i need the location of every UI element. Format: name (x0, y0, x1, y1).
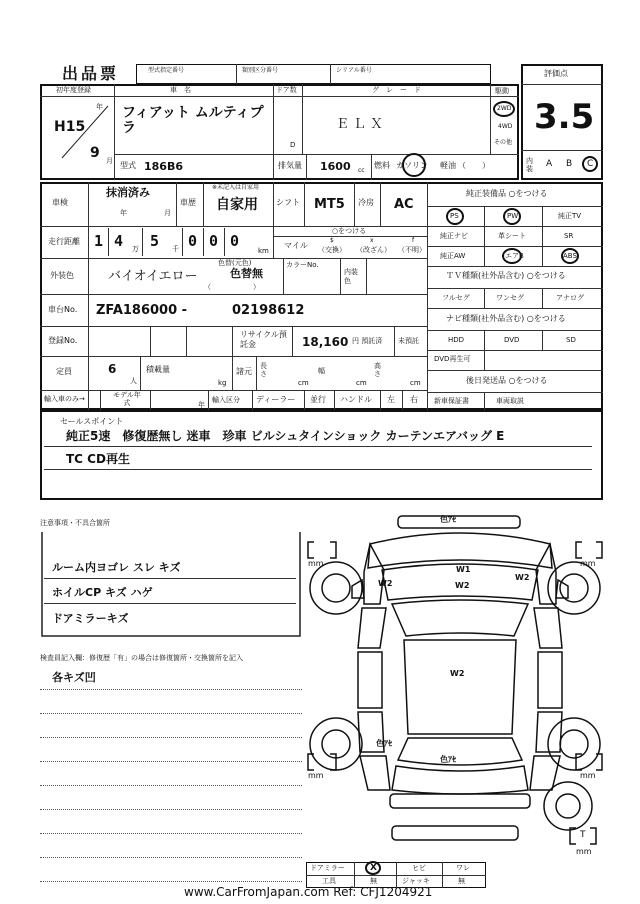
length-unit: cm (298, 379, 309, 387)
mileage-digit-5: 0 (209, 232, 219, 250)
handle-left: 左 (387, 395, 395, 404)
recycle-unit: 円 預託済 (352, 337, 383, 345)
mileage-digit-1: 1 (94, 232, 104, 250)
fuel-gasoline-circle (402, 153, 426, 177)
interior-a: A (546, 159, 553, 169)
import-dealer: ディーラー (256, 395, 296, 404)
import-parallel: 並行 (310, 395, 326, 404)
chassis-value: ZFA186000 - (96, 303, 188, 318)
equip-ps: PS (450, 212, 459, 220)
equip-airbag: エアB (505, 252, 524, 260)
doors-label: ドア数 (276, 86, 297, 94)
diagram-mark-w1: W1 (456, 565, 471, 574)
tools-label: 工具 (322, 877, 336, 885)
handle-right: 右 (410, 395, 418, 404)
rating-value: 3.5 (534, 97, 595, 137)
category-label: 類別区分番号 (242, 67, 279, 74)
sales-point-line-2: TC CD再生 (66, 452, 130, 466)
nav-hdd: HDD (448, 336, 465, 344)
diagram-mark-rear-left: 色ｱｾ (376, 739, 392, 748)
color-no-label: カラーNo. (286, 261, 319, 269)
inspector-text: 各キズ凹 (52, 671, 96, 684)
equip-aw: 純正AW (440, 252, 466, 260)
interior-c: C (587, 159, 594, 169)
ac-label: 冷房 (358, 198, 374, 207)
equip-ps-circle (446, 208, 464, 225)
recycle-amount: 18,160 (302, 335, 349, 349)
nav-dvd: DVD (504, 336, 520, 344)
inspection-year: 年 (120, 209, 127, 217)
drive-label: 駆動 (495, 87, 509, 95)
drive-4wd: 4WD (498, 123, 513, 130)
tools-value: 無 (370, 877, 377, 885)
color-label: 外装色 (50, 271, 74, 280)
drive-2wd: 2WD (497, 105, 512, 112)
first-reg-month: 9 (90, 145, 100, 161)
mileage-sym-1: $ (330, 237, 334, 244)
equip-tv: 純正TV (558, 212, 582, 220)
fuel-other: （ ） (458, 161, 490, 170)
height-label: 高さ (374, 362, 381, 378)
cc-unit: cc (358, 167, 365, 174)
crack-ware: ワレ (456, 864, 470, 872)
recycle-not: 未預託 (398, 337, 419, 345)
drive-other: その他 (494, 139, 513, 146)
dim-label: 諸元 (236, 367, 252, 376)
orig-color-label: 色替(元色) (218, 259, 252, 267)
nav-sd: SD (566, 336, 576, 344)
diagram-mark-front: 色ｱｾ (440, 515, 456, 524)
inspection-month: 月 (164, 209, 171, 217)
mileage-digit-4: 0 (188, 232, 198, 250)
equip-abs-circle (561, 248, 579, 264)
chassis-label: 車台No. (48, 305, 78, 314)
capacity-value: 6 (108, 362, 117, 376)
doors-suffix: D (290, 141, 296, 149)
mm-front-right: mm (580, 559, 596, 568)
nav-type-title: ナビ種類(社外品含む) ○をつける (446, 314, 566, 323)
mileage-swap: （交換） (318, 246, 346, 254)
note-item-2: ホイルCP キズ ハゲ (52, 586, 153, 599)
diagram-mark-w2-roof: W2 (450, 669, 465, 678)
equip-pw: PW (507, 212, 519, 220)
mileage-sym-3: f (412, 237, 415, 244)
orig-color-paren: （ ） (204, 283, 260, 291)
vehicle-manual: 車両取説 (496, 397, 524, 405)
capacity-label: 定員 (56, 367, 72, 376)
mileage-unknown: （不明） (398, 246, 426, 254)
equip-sr: SR (564, 232, 574, 240)
displacement-label: 排気量 (278, 161, 302, 170)
recycle-label: リサイクル預託金 (240, 330, 287, 349)
diagram-mark-w2-left: W2 (378, 579, 393, 588)
model-type-label: 型式 (120, 161, 136, 170)
model-year-unit: 年 (198, 401, 205, 409)
mm-rear-right: mm (580, 771, 596, 780)
shift-label: シフト (276, 198, 300, 207)
orig-color-value: 色替無 (230, 267, 263, 280)
sales-point-line-1: 純正5速 修復歴無し 迷車 珍車 ビルシュタインショック カーテンエアバッグ E (66, 429, 505, 443)
registration-label: 登録No. (48, 336, 78, 345)
equip-pw-circle (503, 208, 521, 225)
mileage-unit-sen: 千 (172, 245, 179, 253)
length-label: 長さ (260, 362, 267, 378)
note-item-1: ルーム内ヨゴレ スレ キズ (52, 561, 181, 574)
inspector-label: 検査員記入欄：修復歴「有」の場合は修復箇所・交換箇所を記入 (40, 654, 243, 662)
import-only-label: 輸入車のみ→ (44, 395, 85, 403)
fuel-diesel: 軽油 (440, 161, 456, 170)
equipment-title: 純正装備品 ○をつける (466, 189, 548, 198)
usage-label: 車歴 (180, 198, 196, 207)
tv-fullseg: フルセグ (442, 294, 470, 302)
ac-value: AC (394, 197, 414, 212)
usage-note: ※未記入は自家用 (212, 184, 260, 191)
model-type: 186B6 (144, 160, 183, 173)
aftermarket-title: 後日発送品 ○をつける (466, 376, 548, 385)
diagram-mark-w2-right: W2 (515, 573, 530, 582)
inspection-status: 抹消済み (106, 186, 150, 199)
car-damage-diagram (300, 508, 610, 864)
mileage-sym-2: x (370, 237, 374, 244)
mileage-digit-2: 4 (114, 232, 124, 250)
displacement: 1600 (320, 160, 351, 173)
month-label: 月 (106, 157, 113, 165)
mileage-mile: マイル (284, 241, 308, 250)
watermark: www.CarFromJapan.com Ref: CFJ1204921 (184, 885, 433, 899)
usage-value: 自家用 (216, 197, 258, 213)
mileage-digit-3: 5 (150, 232, 160, 250)
mileage-unit-man: 万 (132, 245, 139, 253)
equip-abs: ABS (563, 252, 577, 260)
chassis-number: 02198612 (232, 303, 305, 318)
jack-label: ジャッキ (402, 877, 430, 885)
mileage-digit-6: 0 (230, 232, 240, 250)
interior-b: B (566, 159, 573, 169)
load-unit: kg (218, 379, 227, 387)
sales-point-label: セールスポイント (60, 417, 124, 426)
grade-value: ＥＬＸ (336, 117, 388, 132)
rating-label: 評価点 (544, 69, 568, 78)
note-item-3: ドアミラーキズ (52, 612, 129, 625)
mm-front-left: mm (308, 559, 324, 568)
width-unit: cm (356, 379, 367, 387)
crack-hibi: ヒビ (412, 864, 426, 872)
tv-type-title: ＴＶ種類(社外品含む) ○をつける (446, 271, 566, 280)
drive-2wd-circle (493, 101, 515, 117)
color-value: バイオイエロー (108, 269, 198, 284)
notes-label: 注意事項・不具合箇所 (40, 519, 110, 527)
first-reg-label: 初年度登録 (56, 86, 91, 94)
first-reg-era: H15 (54, 119, 86, 135)
equip-nav: 純正ナビ (440, 232, 468, 240)
car-name-label: 車 名 (170, 86, 191, 94)
model-cert-label: 型式指定番号 (148, 67, 185, 74)
mileage-tamper: （改ざん） (356, 246, 391, 254)
equip-leather: 革シート (498, 232, 526, 240)
mileage-label: 走行距離 (48, 237, 80, 246)
fuel-label: 燃料 (374, 161, 390, 170)
mirror-x: X (370, 863, 377, 873)
serial-label: シリアル番号 (336, 67, 372, 74)
dvd-play: DVD再生可 (434, 355, 471, 363)
fuel-gasoline: ガソリン (396, 161, 428, 170)
mm-spare: mm (576, 847, 592, 856)
diagram-mark-rear: 色ｱｾ (440, 755, 456, 764)
diagram-mark-w2-hood: W2 (455, 581, 470, 590)
width-label: 幅 (318, 367, 325, 375)
equip-airbag-circle (502, 248, 522, 264)
tv-analog: アナログ (556, 294, 584, 302)
mileage-circle-note: ○をつける (332, 227, 367, 235)
year-label: 年 (96, 103, 103, 111)
sheet-title: 出品票 (62, 64, 120, 83)
interior-color-label: 内装色 (344, 268, 358, 285)
jack-value: 無 (458, 877, 465, 885)
interior-c-circle (582, 156, 598, 172)
new-car-warranty: 新車保証書 (434, 397, 469, 405)
inspection-label: 車検 (52, 198, 68, 207)
load-label: 積載量 (146, 365, 170, 374)
car-name: フィアット ムルティプラ (122, 105, 264, 136)
grade-label: グ レ ー ド (372, 86, 421, 94)
import-type-label: 輸入区分 (212, 396, 240, 404)
model-year-label: モデル年式 (113, 391, 141, 407)
capacity-unit: 人 (130, 377, 137, 385)
shift-value: MT5 (314, 197, 345, 212)
mirror-x-circle (365, 861, 381, 875)
mileage-km: km (258, 247, 269, 255)
mm-rear-left: mm (308, 771, 324, 780)
height-unit: cm (410, 379, 421, 387)
interior-label: 内装 (526, 157, 533, 173)
handle-label: ハンドル (340, 395, 372, 404)
mirror-label: ドアミラー (310, 864, 345, 872)
header-code-row (136, 64, 491, 84)
tv-oneseg: ワンセグ (496, 294, 524, 302)
spare-t-label: T (580, 830, 586, 840)
